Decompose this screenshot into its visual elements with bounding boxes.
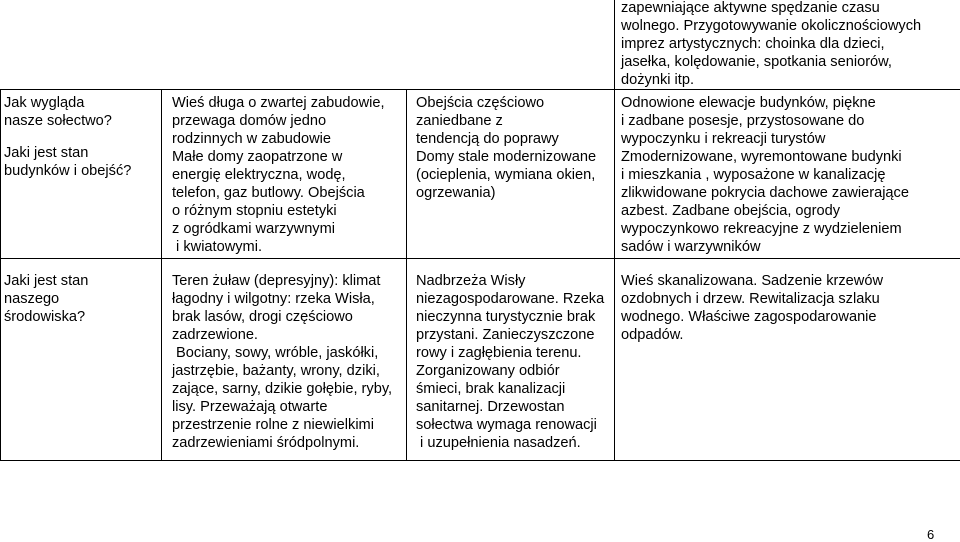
text-line: i zadbane posesje, przystosowane do xyxy=(621,113,865,129)
text-line: niezagospodarowane. Rzeka xyxy=(416,291,605,307)
text-line: Zmodernizowane, wyremontowane budynki xyxy=(621,149,902,165)
text-line: budynków i obejść? xyxy=(4,163,132,179)
row0-target-continuation-cell xyxy=(621,0,921,89)
table-border-left xyxy=(0,89,1,461)
text-line: zadrzewieniami śródpolnymi. xyxy=(172,435,360,451)
text-line: tendencją do poprawy xyxy=(416,131,559,147)
text-line: Jak wygląda xyxy=(4,95,85,111)
row1-target-cell xyxy=(621,94,909,256)
text-line: nasze sołectwo? xyxy=(4,113,112,129)
text-line: Bociany, sowy, wróble, jaskółki, xyxy=(172,345,379,361)
text-line: Wieś skanalizowana. Sadzenie krzewów xyxy=(621,273,883,289)
text-line: zapewniające aktywne spędzanie czasu xyxy=(621,0,880,16)
text-line: Jaki jest stan xyxy=(4,145,89,161)
column-divider-2 xyxy=(406,89,407,461)
text-line: przewaga domów jedno xyxy=(172,113,327,129)
text-line: jastrzębie, bażanty, wrony, dziki, xyxy=(172,363,380,379)
text-line: odpadów. xyxy=(621,327,684,343)
text-line: przystani. Zanieczyszczone xyxy=(416,327,595,343)
text-line: i kwiatowymi. xyxy=(172,239,263,255)
text-line: o różnym stopniu estetyki xyxy=(172,203,337,219)
text-line: Teren żuław (depresyjny): klimat xyxy=(172,273,381,289)
text-line: Wieś długa o zwartej zabudowie, xyxy=(172,95,385,111)
text-line: zadrzewione. xyxy=(172,327,258,343)
text-line: jasełka, kolędowanie, spotkania seniorów, xyxy=(621,54,892,70)
row1-trend-cell xyxy=(416,94,596,202)
text-line: Zorganizowany odbiór xyxy=(416,363,560,379)
text-line: dożynki itp. xyxy=(621,72,695,88)
text-line: zlikwidowane pokrycia dachowe zawierające xyxy=(621,185,909,201)
text-line: i mieszkania , wyposażone w kanalizację xyxy=(621,167,886,183)
text-line: Jaki jest stan xyxy=(4,273,89,289)
row2-current-state-cell xyxy=(172,272,392,452)
text-line: ozdobnych i drzew. Rewitalizacja szlaku xyxy=(621,291,880,307)
row1-question-cell xyxy=(4,94,131,180)
text-line: brak lasów, drogi częściowo xyxy=(172,309,353,325)
text-line: azbest. Zadbane obejścia, ogrody xyxy=(621,203,841,219)
text-line: ogrzewania) xyxy=(416,185,496,201)
text-line: nieczynna turystycznie brak xyxy=(416,309,596,325)
text-line: wolnego. Przygotowywanie okolicznościowych xyxy=(621,18,922,34)
text-line: Małe domy zaopatrzone w xyxy=(172,149,343,165)
text-line: środowiska? xyxy=(4,309,86,325)
text-line: przestrzenie rolne z niewielkimi xyxy=(172,417,374,433)
text-line: zające, sarny, dzikie gołębie, ryby, xyxy=(172,381,393,397)
text-line: Odnowione elewacje budynków, piękne xyxy=(621,95,876,111)
column-divider-1 xyxy=(161,89,162,461)
text-line xyxy=(4,130,131,144)
text-line: telefon, gaz butlowy. Obejścia xyxy=(172,185,365,201)
table-rule-bottom xyxy=(0,460,960,461)
text-line: imprez artystycznych: choinka dla dzieci, xyxy=(621,36,885,52)
text-line: rodzinnych w zabudowie xyxy=(172,131,331,147)
text-line: i uzupełnienia nasadzeń. xyxy=(416,435,581,451)
text-line: rowy i zagłębienia terenu. xyxy=(416,345,582,361)
row1-current-state-cell xyxy=(172,94,385,256)
text-line: wodnego. Właściwe zagospodarowanie xyxy=(621,309,877,325)
text-line: sadów i warzywników xyxy=(621,239,761,255)
text-line: energię elektryczna, wodę, xyxy=(172,167,346,183)
row2-trend-cell xyxy=(416,272,604,452)
text-line: z ogródkami warzywnymi xyxy=(172,221,336,237)
text-line: naszego xyxy=(4,291,60,307)
text-line: zaniedbane z xyxy=(416,113,503,129)
text-line: sanitarnej. Drzewostan xyxy=(416,399,565,415)
text-line: (ocieplenia, wymiana okien, xyxy=(416,167,596,183)
text-line: lisy. Przeważają otwarte xyxy=(172,399,328,415)
page-number: 6 xyxy=(927,527,935,542)
text-line: Domy stale modernizowane xyxy=(416,149,597,165)
text-line: wypoczynku i rekreacji turystów xyxy=(621,131,826,147)
column-divider-3 xyxy=(614,0,615,461)
text-line: Obejścia częściowo xyxy=(416,95,545,111)
text-line: łagodny i wilgotny: rzeka Wisła, xyxy=(172,291,375,307)
text-line: sołectwa wymaga renowacji xyxy=(416,417,597,433)
text-line: śmieci, brak kanalizacji xyxy=(416,381,566,397)
text-line: Nadbrzeża Wisły xyxy=(416,273,526,289)
text-line: wypoczynkowo rekreacyjne z wydzieleniem xyxy=(621,221,902,237)
table-rule-middle xyxy=(0,258,960,259)
table-rule-top xyxy=(0,89,960,90)
row2-question-cell xyxy=(4,272,88,326)
row2-target-cell xyxy=(621,272,883,344)
